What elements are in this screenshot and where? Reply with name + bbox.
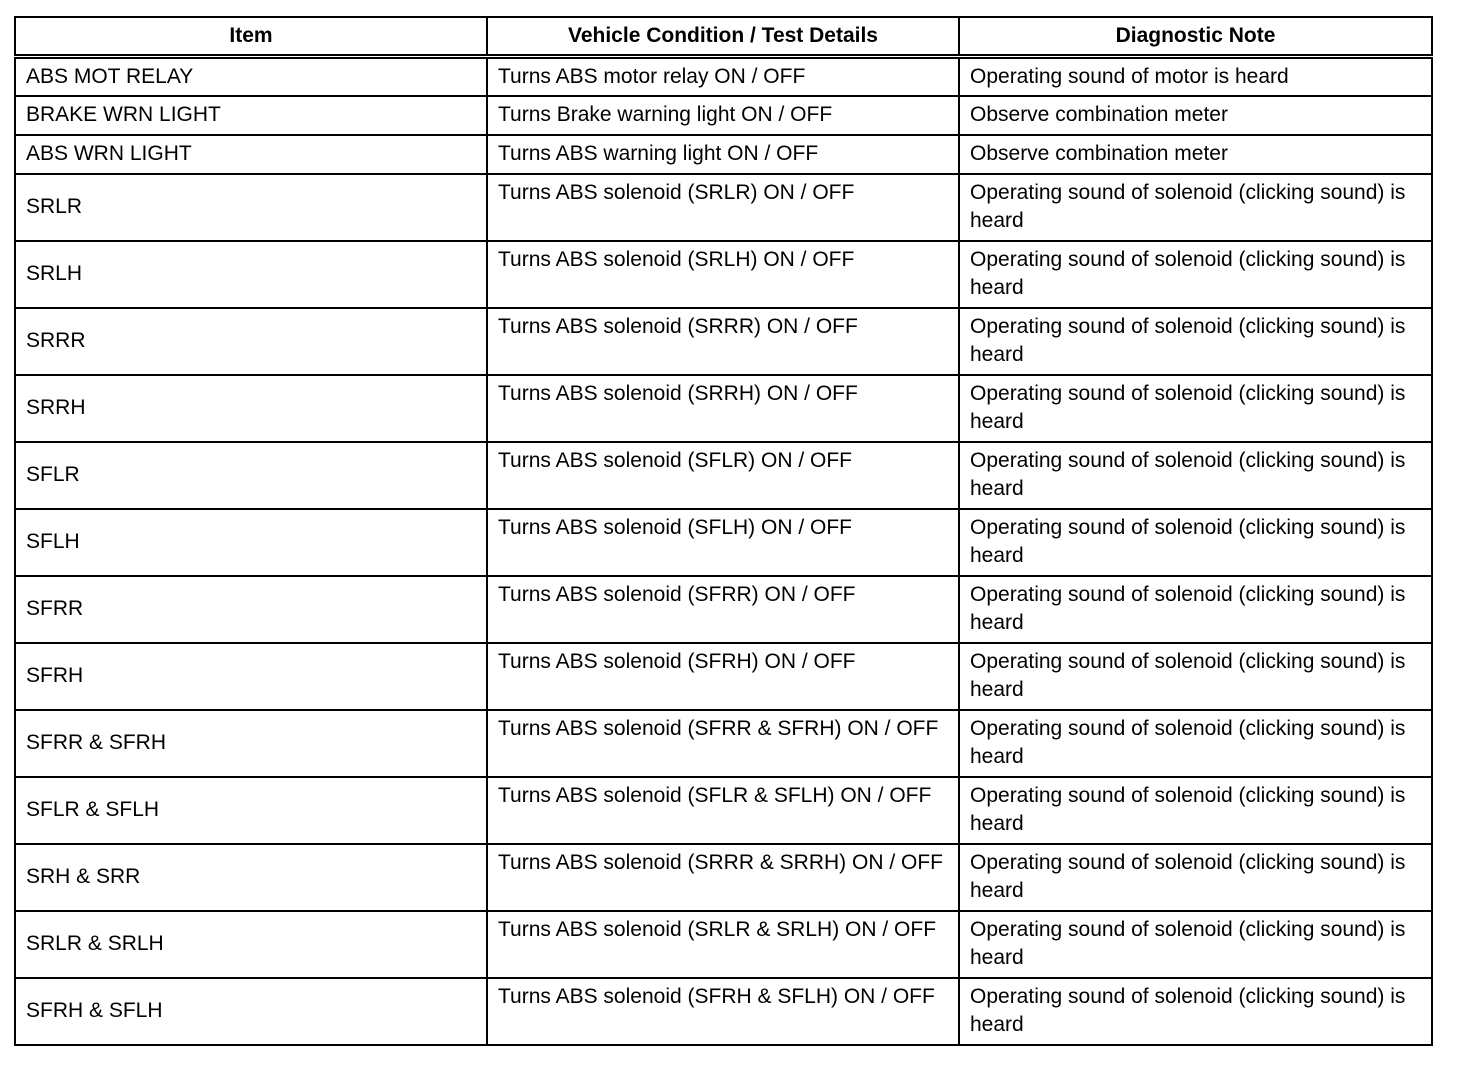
note-cell: Operating sound of solenoid (clicking sound) is heard <box>959 375 1432 442</box>
note-cell: Operating sound of solenoid (clicking sound) is heard <box>959 844 1432 911</box>
condition-cell: Turns ABS solenoid (SRLR & SRLH) ON / OFF <box>487 911 959 978</box>
note-cell: Operating sound of solenoid (clicking sound) is heard <box>959 777 1432 844</box>
table-row <box>15 509 1432 576</box>
condition-cell: Turns ABS warning light ON / OFF <box>487 135 959 174</box>
item-cell: ABS MOT RELAY <box>15 57 487 96</box>
note-cell: Operating sound of solenoid (clicking sound) is heard <box>959 710 1432 777</box>
table-row <box>15 710 1432 777</box>
table-row <box>15 643 1432 710</box>
table-body <box>15 57 1432 1045</box>
note-cell: Operating sound of solenoid (clicking sound) is heard <box>959 174 1432 241</box>
condition-cell: Turns ABS solenoid (SFLH) ON / OFF <box>487 509 959 576</box>
table-row <box>15 174 1432 241</box>
header-row <box>15 17 1432 57</box>
condition-cell: Turns ABS motor relay ON / OFF <box>487 57 959 96</box>
item-cell: SFLR <box>15 442 487 509</box>
condition-cell: Turns ABS solenoid (SRLR) ON / OFF <box>487 174 959 241</box>
table-row <box>15 911 1432 978</box>
note-cell: Operating sound of solenoid (clicking sound) is heard <box>959 509 1432 576</box>
table-row <box>15 777 1432 844</box>
condition-cell: Turns ABS solenoid (SFLR) ON / OFF <box>487 442 959 509</box>
condition-cell: Turns ABS solenoid (SRRR & SRRH) ON / OFF <box>487 844 959 911</box>
item-cell: SRLR & SRLH <box>15 911 487 978</box>
item-cell: SRLR <box>15 174 487 241</box>
table-row <box>15 57 1432 96</box>
condition-cell: Turns Brake warning light ON / OFF <box>487 96 959 135</box>
item-cell: SFRH <box>15 643 487 710</box>
active-test-table <box>14 16 1433 1046</box>
note-cell: Operating sound of solenoid (clicking sound) is heard <box>959 308 1432 375</box>
table-row <box>15 442 1432 509</box>
item-cell: SFRR <box>15 576 487 643</box>
condition-cell: Turns ABS solenoid (SRRH) ON / OFF <box>487 375 959 442</box>
item-cell: SRRR <box>15 308 487 375</box>
item-cell: SRRH <box>15 375 487 442</box>
condition-cell: Turns ABS solenoid (SFRR & SFRH) ON / OFF <box>487 710 959 777</box>
table-row <box>15 135 1432 174</box>
table-row <box>15 978 1432 1045</box>
note-cell: Operating sound of solenoid (clicking sound) is heard <box>959 978 1432 1045</box>
note-cell: Operating sound of solenoid (clicking sound) is heard <box>959 442 1432 509</box>
item-cell: SRLH <box>15 241 487 308</box>
header-note: Diagnostic Note <box>959 17 1432 57</box>
note-cell: Operating sound of solenoid (clicking sound) is heard <box>959 911 1432 978</box>
table-row <box>15 241 1432 308</box>
note-cell: Operating sound of solenoid (clicking sound) is heard <box>959 241 1432 308</box>
table-row <box>15 308 1432 375</box>
note-cell: Observe combination meter <box>959 96 1432 135</box>
item-cell: SRH & SRR <box>15 844 487 911</box>
item-cell: BRAKE WRN LIGHT <box>15 96 487 135</box>
condition-cell: Turns ABS solenoid (SFLR & SFLH) ON / OFF <box>487 777 959 844</box>
item-cell: SFLR & SFLH <box>15 777 487 844</box>
item-cell: SFLH <box>15 509 487 576</box>
condition-cell: Turns ABS solenoid (SRLH) ON / OFF <box>487 241 959 308</box>
header-condition: Vehicle Condition / Test Details <box>487 17 959 57</box>
item-cell: SFRH & SFLH <box>15 978 487 1045</box>
condition-cell: Turns ABS solenoid (SFRH & SFLH) ON / OFF <box>487 978 959 1045</box>
header-item: Item <box>15 17 487 57</box>
table-row <box>15 576 1432 643</box>
note-cell: Operating sound of solenoid (clicking sound) is heard <box>959 576 1432 643</box>
table-row <box>15 96 1432 135</box>
condition-cell: Turns ABS solenoid (SFRH) ON / OFF <box>487 643 959 710</box>
table-row <box>15 844 1432 911</box>
note-cell: Observe combination meter <box>959 135 1432 174</box>
table-row <box>15 375 1432 442</box>
item-cell: SFRR & SFRH <box>15 710 487 777</box>
note-cell: Operating sound of motor is heard <box>959 57 1432 96</box>
note-cell: Operating sound of solenoid (clicking sound) is heard <box>959 643 1432 710</box>
condition-cell: Turns ABS solenoid (SRRR) ON / OFF <box>487 308 959 375</box>
table-header <box>15 17 1432 57</box>
item-cell: ABS WRN LIGHT <box>15 135 487 174</box>
condition-cell: Turns ABS solenoid (SFRR) ON / OFF <box>487 576 959 643</box>
